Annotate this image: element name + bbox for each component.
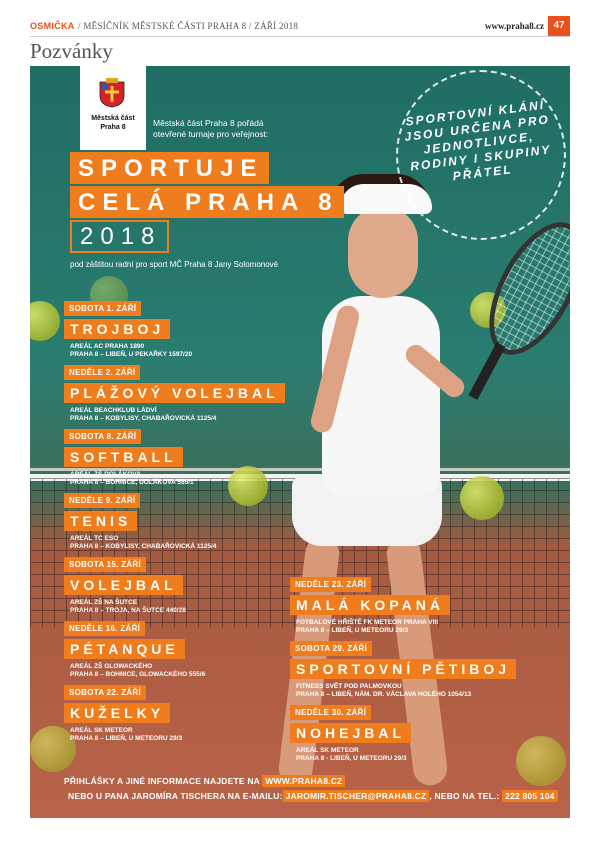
event-name: MALÁ KOPANÁ bbox=[290, 595, 450, 615]
poster-footer bbox=[30, 772, 570, 816]
event-item bbox=[290, 702, 411, 763]
event-address: PRAHA 8 - LIBEŇ, U METEORU 29/3 bbox=[296, 755, 407, 762]
event-date: NEDĚLE 30. ZÁŘÍ bbox=[290, 705, 371, 720]
event-item bbox=[64, 682, 182, 743]
event-item bbox=[64, 490, 216, 551]
event-date: SOBOTA 29. ZÁŘÍ bbox=[290, 641, 372, 656]
title-line2: CELÁ PRAHA 8 bbox=[70, 186, 344, 218]
footer-line2 bbox=[68, 791, 558, 801]
event-date: NEDĚLE 16. ZÁŘÍ bbox=[64, 621, 145, 636]
event-venue: AREÁL TC ESO bbox=[70, 535, 119, 542]
event-venue: FITNESS SVĚT POD PALMOVKOU bbox=[296, 683, 402, 690]
event-address: PRAHA 8 – KOBYLISY, CHABAŘOVICKÁ 1125/4 bbox=[70, 415, 217, 422]
patronage-text: pod záštitou radní pro sport MČ Praha 8 Jany Solomonové bbox=[70, 260, 279, 269]
event-name: VOLEJBAL bbox=[64, 575, 183, 595]
event-item bbox=[64, 618, 205, 679]
event-date: SOBOTA 22. ZÁŘÍ bbox=[64, 685, 146, 700]
event-date: SOBOTA 1. ZÁŘÍ bbox=[64, 301, 141, 316]
praha8-logo bbox=[80, 66, 146, 150]
event-date: SOBOTA 15. ZÁŘÍ bbox=[64, 557, 146, 572]
section-title: Pozvánky bbox=[30, 39, 113, 63]
event-venue: AREÁL ZŠ GLOWACKÉHO bbox=[70, 663, 153, 670]
event-date: NEDĚLE 2. ZÁŘÍ bbox=[64, 365, 140, 380]
event-venue: AREÁL ZŠ DOLÁKOVA bbox=[70, 471, 141, 478]
event-item bbox=[64, 426, 194, 487]
event-address: PRAHA 8 – TROJA, NA ŠUTCE 440/28 bbox=[70, 607, 186, 614]
event-name: PLÁŽOVÝ VOLEJBAL bbox=[64, 383, 285, 403]
event-venue: AREÁL ZŠ NA ŠUTCE bbox=[70, 599, 138, 606]
tennis-ball-image bbox=[460, 476, 504, 520]
event-item bbox=[290, 638, 516, 699]
website-link[interactable]: www.praha8.cz bbox=[485, 21, 544, 31]
page-number: 47 bbox=[548, 16, 570, 36]
footer-text: PŘIHLÁŠKY A JINÉ INFORMACE NAJDETE NA bbox=[64, 776, 260, 786]
page-header bbox=[30, 18, 570, 37]
logo-line1: Městská část bbox=[91, 115, 135, 122]
event-item bbox=[64, 554, 186, 615]
magazine-subtitle: / MĚSÍČNÍK MĚSTSKÉ ČÁSTI PRAHA 8 / ZÁŘÍ 2018 bbox=[78, 21, 299, 31]
event-address: PRAHA 8 – BOHNICE, DOLÁKOVA 555/1 bbox=[70, 479, 194, 486]
event-date: SOBOTA 8. ZÁŘÍ bbox=[64, 429, 141, 444]
event-venue: AREÁL AC PRAHA 1890 bbox=[70, 343, 145, 350]
event-address: PRAHA 8 – LIBEŇ, U PEKAŘKY 1597/20 bbox=[70, 351, 193, 358]
event-address: PRAHA 8 – LIBEŇ, NÁM. DR. VÁCLAVA HOLÉHO 1054/13 bbox=[296, 691, 472, 698]
event-address: PRAHA 8 – LIBEŇ, U METEORU 29/3 bbox=[70, 735, 183, 742]
sport-poster bbox=[30, 66, 570, 818]
event-name: TENIS bbox=[64, 511, 137, 531]
logo-line2: Praha 8 bbox=[100, 124, 126, 131]
coat-of-arms-icon bbox=[99, 78, 125, 108]
event-item bbox=[64, 298, 192, 359]
event-venue: AREÁL SK METEOR bbox=[296, 747, 359, 754]
event-venue: AREÁL BEACHKLUB LÁDVÍ bbox=[70, 407, 157, 414]
footer-text: , NEBO NA TEL.: bbox=[429, 791, 500, 801]
website-link[interactable]: WWW.PRAHA8.CZ bbox=[262, 775, 345, 787]
title-line1: SPORTUJE bbox=[70, 152, 269, 184]
event-date: NEDĚLE 23. ZÁŘÍ bbox=[290, 577, 371, 592]
event-item bbox=[290, 574, 450, 635]
event-name: PÉTANQUE bbox=[64, 639, 185, 659]
event-date: NEDĚLE 9. ZÁŘÍ bbox=[64, 493, 140, 508]
magazine-brand: OSMIČKA bbox=[30, 21, 75, 31]
event-name: NOHEJBAL bbox=[290, 723, 411, 743]
phone-number[interactable]: 222 805 104 bbox=[502, 790, 557, 802]
event-address: PRAHA 8 – BOHNICE, GLOWACKÉHO 555/6 bbox=[70, 671, 206, 678]
event-venue: AREÁL SK METEOR bbox=[70, 727, 133, 734]
event-address: PRAHA 8 – KOBYLISY, CHABAŘOVICKÁ 1125/4 bbox=[70, 543, 217, 550]
tennis-ball-image bbox=[228, 466, 268, 506]
email-link[interactable]: JAROMIR.TISCHER@PRAHA8.CZ bbox=[283, 790, 430, 802]
event-name: TROJBOJ bbox=[64, 319, 170, 339]
circle-slogan: SPORTOVNÍ KLÁNÍ JSOU URČENA PRO JEDNOTLIVCE, RODINY I SKUPINY PŘÁTEL bbox=[403, 97, 552, 184]
event-name: KUŽELKY bbox=[64, 703, 170, 723]
footer-text: NEBO U PANA JAROMÍRA TISCHERA NA E-MAILU: bbox=[68, 791, 283, 801]
event-address: PRAHA 8 – LIBEŇ, U METEORU 29/3 bbox=[296, 627, 409, 634]
event-name: SOFTBALL bbox=[64, 447, 183, 467]
tennis-ball-image bbox=[30, 301, 60, 341]
title-year: 2018 bbox=[70, 220, 169, 253]
footer-line1 bbox=[64, 776, 345, 786]
intro-text: Městská část Praha 8 pořádá otevřené turnaje pro veřejnost: bbox=[153, 118, 269, 139]
event-name: SPORTOVNÍ PĚTIBOJ bbox=[290, 659, 516, 679]
event-venue: FOTBALOVÉ HŘIŠTĚ FK METEOR PRAHA VIII bbox=[296, 619, 439, 626]
event-item bbox=[64, 362, 285, 423]
